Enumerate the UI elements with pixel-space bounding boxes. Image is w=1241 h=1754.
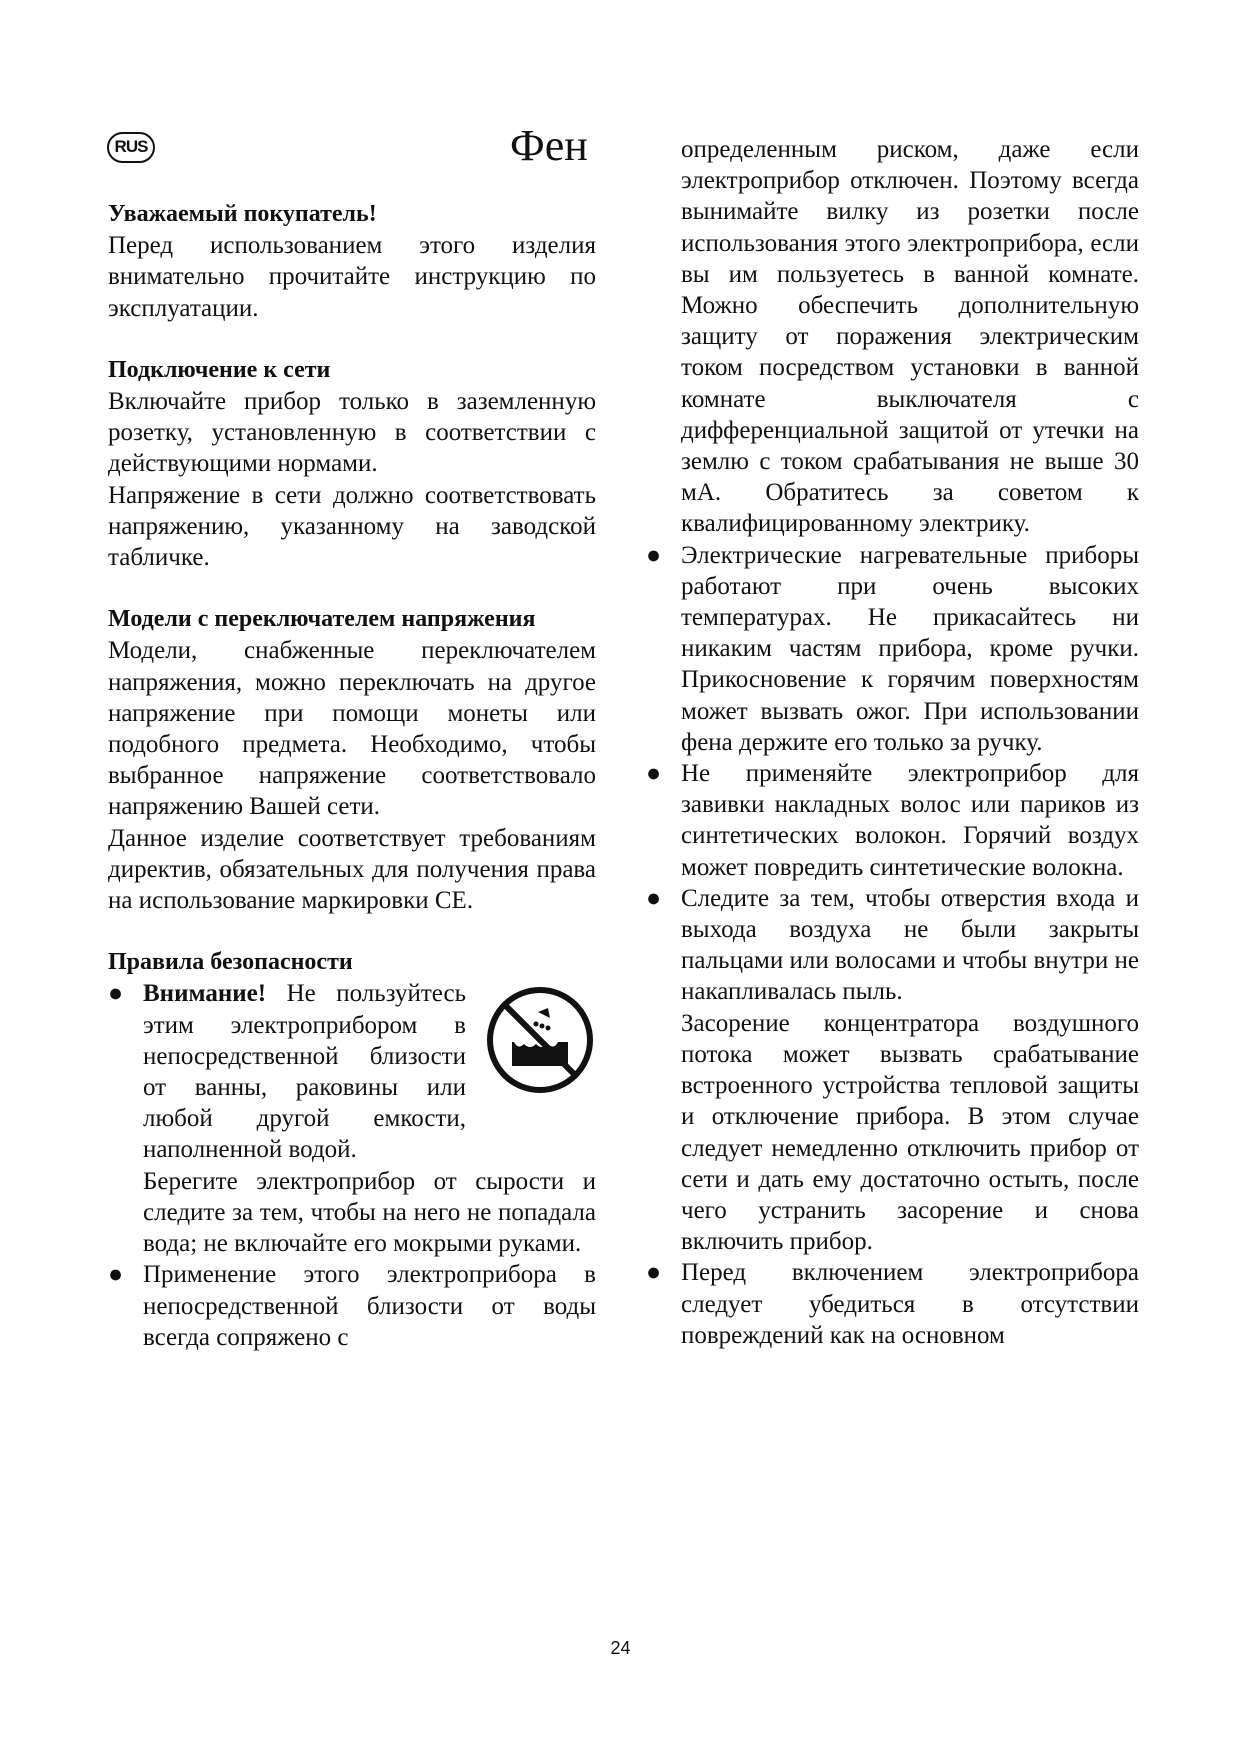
bullet-dot: ● (646, 541, 662, 569)
language-badge: RUS (107, 132, 155, 163)
safety-bullet-3 (646, 540, 1139, 758)
safety-bullet-1 (108, 978, 596, 1259)
no-water-warning-icon (484, 984, 596, 1096)
bullet-dot: ● (646, 884, 662, 912)
continued-paragraph: определенным риском, даже если электроприбор отключен. Поэтому всегда вынимайте вилку из розетки после использования этого электроприбора, если вы им пользуетесь в ванной комнате. Можно обеспечить дополнительную защиту от поражения электрическим током посредством установки в ванной комнате выключателя с дифференциальной защитой от утечки на землю с током срабатывания не выше 30 мА. Обратитесь за советом к квалифицированному электрику. (681, 136, 1139, 538)
bullet-dot: ● (108, 1261, 124, 1289)
safety-heading: Правила безопасности (108, 949, 353, 976)
safety-bullet-2 (108, 1259, 596, 1353)
greeting-text: Перед использованием этого изделия внимательно прочитайте инструкцию по эксплуатации. (108, 232, 596, 322)
right-column (646, 134, 1139, 1351)
voltage-heading: Модели с переключателем напряжения (108, 606, 536, 633)
safety-bullet-4 (646, 758, 1139, 883)
hot-surfaces-text: Электрические нагревательные приборы работают при очень высоких температурах. Не прикасайтесь ни никаким частям прибора, кроме ручки. Прикосновение к горячим поверхностям может вызвать ожог. При использовании фена держите его только за ручку. (681, 541, 1139, 756)
network-paragraph-2: Напряжение в сети должно соответствовать напряжению, указанному на заводской табличке. (108, 481, 596, 572)
voltage-paragraph-2: Данное изделие соответствует требованиям директив, обязательных для получения права на использование маркировки CE. (108, 824, 596, 915)
air-openings-text: Следите за тем, чтобы отверстия входа и выхода воздуха не были закрыты пальцами или волосами и чтобы внутри не накапливалась пыль. (681, 884, 1139, 1006)
bullet-dot: ● (646, 760, 662, 788)
page-number: 24 (610, 1638, 631, 1658)
synthetic-hair-text: Не применяйте электроприбор для завивки накладных волос или париков из синтетических волокон. Горячий воздух может повредить синтетические волокна. (681, 760, 1139, 881)
warning-text: Не пользуйтесь этим электроприбором в непосредственной близости от ванны, раковины или любой другой емкости, наполненной водой. (143, 980, 466, 1164)
greeting-heading: Уважаемый покупатель! (108, 201, 377, 227)
continued-text (646, 134, 1139, 540)
warning-paragraph-2: Берегите электроприбор от сырости и следите за тем, чтобы на него не попадала вода; не включайте его мокрыми руками. (143, 1167, 596, 1258)
network-heading: Подключение к сети (108, 356, 331, 383)
bullet-dot: ● (646, 1259, 662, 1287)
safety-bullet-6 (646, 1257, 1139, 1351)
voltage-paragraph-1: Модели, снабженные переключателем напряжения, можно переключать на другое напряжение при помощи монеты или подобного предмета. Необходимо, чтобы выбранное напряжение соответствовало напряжению Вашей сети. (108, 637, 596, 821)
water-risk-text: Применение этого электроприбора в непосредственной близости от воды всегда сопряжено с (143, 1261, 596, 1351)
safety-bullet-5 (646, 883, 1139, 1257)
left-column (108, 134, 596, 1353)
thermal-protection-text: Засорение концентратора воздушного потока может вызвать срабатывание встроенного устройства тепловой защиты и отключение прибора. В этом случае следует немедленно отключить прибор от сети и дать ему достаточно остыть, после чего устранить засорение и снова включить прибор. (681, 1009, 1139, 1256)
warning-label: Внимание! (143, 980, 267, 1008)
bullet-dot: ● (108, 980, 124, 1008)
damage-check-text: Перед включением электроприбора следует убедиться в отсутствии повреждений как на основном (681, 1259, 1139, 1349)
network-paragraph-1: Включайте прибор только в заземленную розетку, установленную в соответствии с действующими нормами. (108, 388, 596, 478)
page-title: Фен (510, 121, 588, 170)
